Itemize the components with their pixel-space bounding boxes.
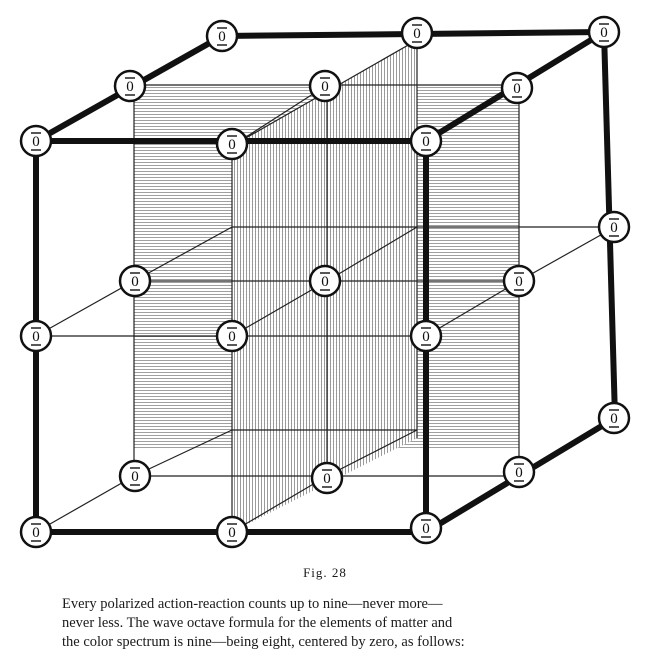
svg-text:0: 0	[422, 521, 430, 537]
zero-node	[599, 212, 629, 242]
svg-text:0: 0	[131, 469, 139, 485]
svg-text:0: 0	[126, 79, 134, 95]
zero-node	[411, 126, 441, 156]
zero-node	[217, 321, 247, 351]
zero-node	[21, 126, 51, 156]
svg-text:0: 0	[600, 25, 608, 41]
svg-text:0: 0	[515, 274, 523, 290]
zero-node	[217, 517, 247, 547]
zero-node	[207, 21, 237, 51]
svg-text:0: 0	[323, 471, 331, 487]
body-line: never less. The wave octave formula for the elements of matter and	[62, 615, 453, 631]
zero-node	[599, 403, 629, 433]
svg-text:0: 0	[131, 274, 139, 290]
svg-text:0: 0	[513, 81, 521, 97]
zero-node	[120, 461, 150, 491]
svg-text:0: 0	[422, 329, 430, 345]
body-line: Every polarized action-reaction counts up to nine—never more—	[62, 596, 443, 612]
zero-node	[402, 18, 432, 48]
svg-text:0: 0	[228, 329, 236, 345]
zero-node	[217, 129, 247, 159]
svg-text:0: 0	[610, 411, 618, 427]
zero-node	[21, 517, 51, 547]
figure-caption: Fig. 28	[303, 565, 347, 580]
svg-text:0: 0	[422, 134, 430, 150]
svg-text:0: 0	[321, 79, 329, 95]
zero-node	[312, 463, 342, 493]
zero-node	[21, 321, 51, 351]
zero-node	[502, 73, 532, 103]
body-paragraph	[62, 595, 597, 652]
svg-text:0: 0	[32, 525, 40, 541]
zero-node	[120, 266, 150, 296]
svg-text:0: 0	[515, 465, 523, 481]
svg-text:0: 0	[321, 274, 329, 290]
svg-text:0: 0	[228, 137, 236, 153]
zero-node	[504, 266, 534, 296]
zero-node	[115, 71, 145, 101]
zero-node	[310, 266, 340, 296]
body-line: the color spectrum is nine—being eight, centered by zero, as follows:	[62, 634, 465, 650]
svg-text:0: 0	[610, 220, 618, 236]
svg-text:0: 0	[32, 134, 40, 150]
zero-node	[589, 17, 619, 47]
zero-node	[411, 513, 441, 543]
svg-text:0: 0	[32, 329, 40, 345]
svg-text:0: 0	[413, 26, 421, 42]
zero-node	[310, 71, 340, 101]
svg-text:0: 0	[228, 525, 236, 541]
zero-node	[504, 457, 534, 487]
svg-text:0: 0	[218, 29, 226, 45]
zero-node	[411, 321, 441, 351]
